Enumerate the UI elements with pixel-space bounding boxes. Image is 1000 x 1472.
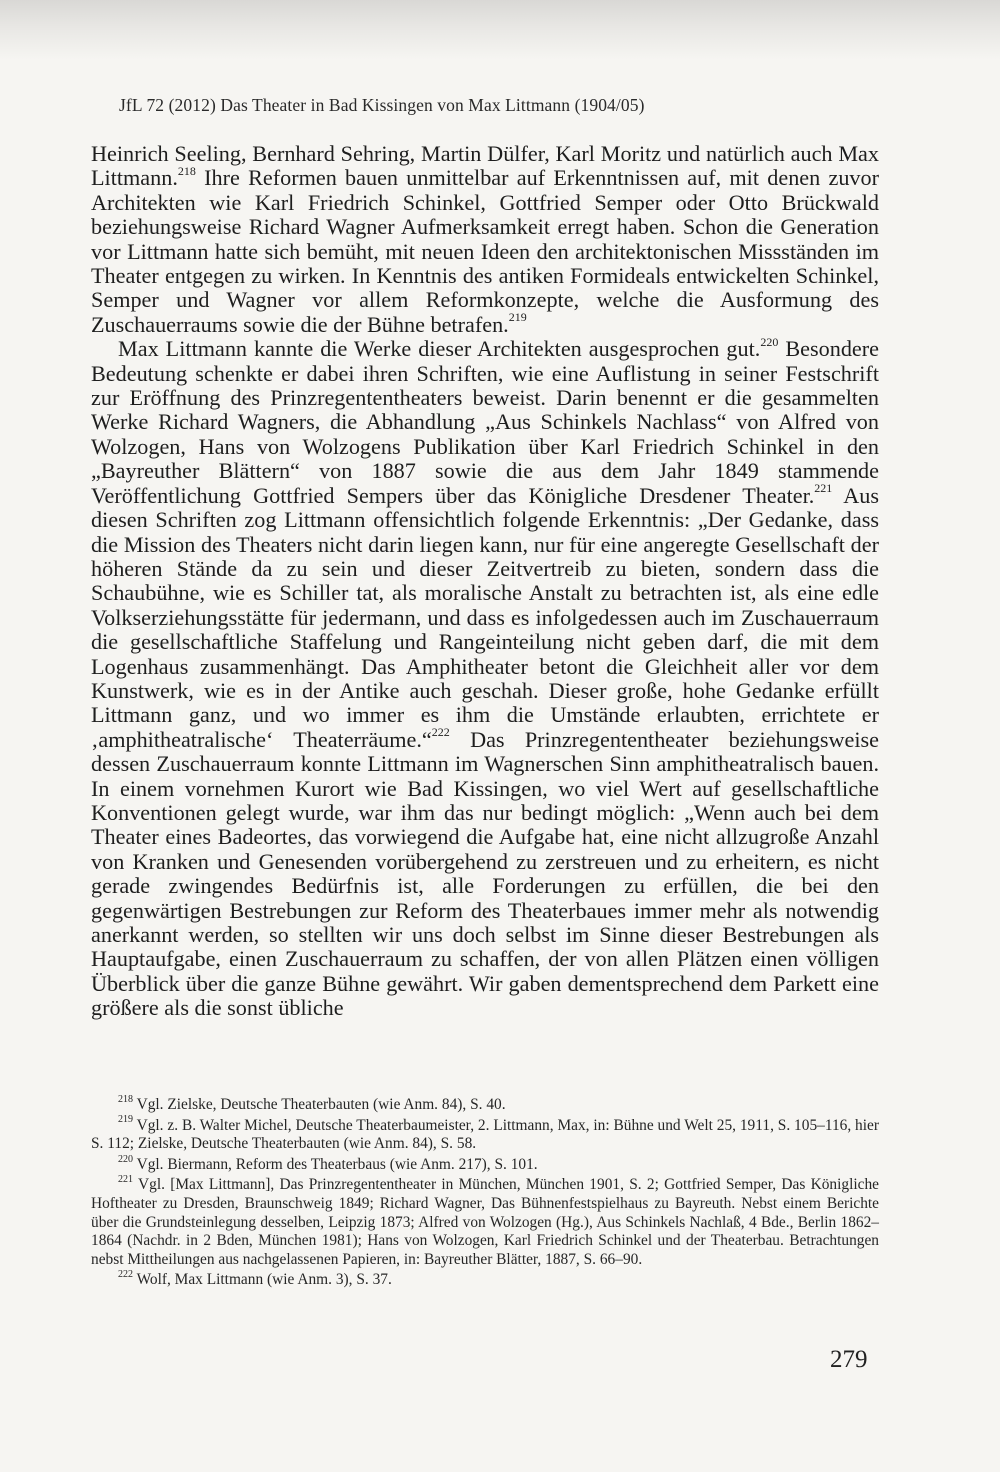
footnote-text: Vgl. z. B. Walter Michel, Deutsche Theaterbaumeister, 2. Littmann, Max, in: Bühne und Welt 25, 1911, S. 105–116, hier S. 112; Zielske, Deutsche Theaterbauten (wie Anm. 84), S. 58. <box>91 1116 879 1153</box>
footnote <box>91 1093 879 1115</box>
footnote <box>91 1114 879 1154</box>
paragraph-text: Besondere Bedeutung schenkte er dabei ihren Schriften, wie eine Auflistung in seiner Festschrift zur Eröffnung des Prinzregententheaters beweist. Darin benennt er die gesammelten Werke Richard Wagners, die Abhandlung „Aus Schinkels Nachlass“ von Alfred von Wolzogen, Hans von Wolzogens Publikation über Karl Friedrich Schinkel in den „Bayreuther Blättern“ von 1887 sowie die aus dem Jahr 1849 stammende Veröffentlichung Gottfried Sempers über das Königliche Dresdener Theater. <box>91 336 879 508</box>
paragraph-text: Aus diesen Schriften zog Littmann offensichtlich folgende Erkenntnis: „Der Gedanke, dass die Mission des Theaters nicht darin liegen kann, nur für eine angeregte Gesellschaft der höheren Stände da zu sein und dieser Zeitvertreib zu bieten, sondern dass die Schaubühne, wie es Schiller tat, als moralische Anstalt zu betrachten ist, als eine edle Volkserziehungsstätte für jedermann, und dass es infolgedessen auch im Zuschauerraum die gesellschaftliche Staffelung und Rangeinteilung nicht geben darf, die mit dem Logenhaus zusammenhängt. Das Amphitheater betont die Gleichheit aller vor dem Kunstwerk, wie es in der Antike auch geschah. Dieser große, hohe Gedanke erfüllt Littmann ganz, und wo immer es ihm die Umstände erlaubten, errichtete er ‚amphitheatralische‘ Theaterräume.“ <box>91 482 879 752</box>
paragraph-text: Ihre Reformen bauen unmittelbar auf Erkenntnissen auf, mit denen zuvor Architekten wie Karl Friedrich Schinkel, Gottfried Semper oder Otto Brückwald beziehungsweise Richard Wagner Aufmerksamkeit erregt haben. Schon die Generation vor Littmann hatte sich bemüht, mit neuen Ideen den architektonischen Missständen im Theater entgegen zu wirken. In Kenntnis des antiken Formideals entwickelten Schinkel, Semper und Wagner vor allem Reformkonzepte, welche die Ausformung des Zuschauerraums sowie die der Bühne betrafen. <box>91 165 879 337</box>
footnote-text: Vgl. Zielske, Deutsche Theaterbauten (wie Anm. 84), S. 40. <box>136 1096 506 1113</box>
footnote-number: 220 <box>118 1153 133 1165</box>
paragraph-2 <box>91 334 879 1021</box>
footnote-number: 222 <box>118 1269 133 1281</box>
footnote-ref-219[interactable]: 219 <box>508 310 527 325</box>
footnote-ref-221[interactable]: 221 <box>814 481 833 496</box>
footnote-ref-222[interactable]: 222 <box>431 725 450 740</box>
footnote-number: 219 <box>118 1114 133 1126</box>
footnote-text: Vgl. [Max Littmann], Das Prinzregententheater in München, München 1901, S. 2; Gottfried Semper, Das Königliche Hoftheater zu Dresden, Braunschweig 1849; Richard Wagner, Das Bühnenfestspielhaus zu Bayreuth. Nebst einem Berichte über die Grundsteinlegung desselben, Leipzig 1873; Alfred von Wolzogen (Hg.), Aus Schinkels Nachlaß, 4 Bde., Berlin 1862–1864 (Nachdr. in 2 Bden, München 1981); Hans von Wolzogen, Karl Friedrich Schinkel und der Theaterbau. Betrachtungen nebst Mittheilungen aus nachgelassenen Papieren, in: Bayreuther Blätter, 1887, S. 66–90. <box>91 1176 879 1268</box>
paragraph-1 <box>91 142 879 337</box>
body-text <box>91 142 879 1021</box>
paragraph-text: Heinrich Seeling, Bernhard Sehring, Martin Dülfer, Karl Moritz und natürlich auch Max Littmann. <box>91 141 879 191</box>
running-head: JfL 72 (2012) Das Theater in Bad Kissingen von Max Littmann (1904/05) <box>119 95 645 115</box>
page-number: 279 <box>830 1346 868 1373</box>
footnote-number: 221 <box>118 1174 133 1186</box>
paragraph-text: Max Littmann kannte die Werke dieser Architekten ausgesprochen gut. <box>118 336 761 362</box>
footnote-ref-218[interactable]: 218 <box>177 164 196 179</box>
scan-edge-shadow <box>0 0 1000 60</box>
footnote <box>91 1271 879 1290</box>
footnote-text: Vgl. Biermann, Reform des Theaterbaus (wie Anm. 217), S. 101. <box>136 1155 538 1173</box>
footnote <box>91 1153 879 1175</box>
footnotes <box>91 1093 879 1292</box>
footnote-text: Wolf, Max Littmann (wie Anm. 3), S. 37. <box>136 1271 392 1289</box>
footnote-ref-220[interactable]: 220 <box>760 334 779 349</box>
footnote-number: 218 <box>118 1093 133 1105</box>
footnote <box>91 1176 879 1269</box>
paragraph-text: Das Prinzregententheater beziehungsweise dessen Zuschauerraum konnte Littmann im Wagnerschen Sinn amphitheatralisch bauen. In einem vornehmen Kurort wie Bad Kissingen, wo viel Wert auf gesellschaftliche Konventionen gelegt wurde, war ihm das nur bedingt möglich: „Wenn auch bei dem Theater eines Badeortes, das vorwiegend die Aufgabe hat, eine nicht allzugroße Anzahl von Kranken und Genesenden vorübergehend zu zerstreuen und zu erheitern, es nicht gerade zwingendes Bedürfnis ist, alle Forderungen zu erfüllen, die bei den gegenwärtigen Bestrebungen zur Reform des Theaterbaues immer mehr als notwendig anerkannt werden, so stellten wir uns doch selbst im Sinne dieser Bestrebungen als Hauptaufgabe, einen Zuschauerraum zu schaffen, der von allen Plätzen einen völligen Überblick über die ganze Bühne gewährt. Wir gaben dementsprechend dem Parkett eine größere als die sonst übliche <box>91 726 879 1021</box>
